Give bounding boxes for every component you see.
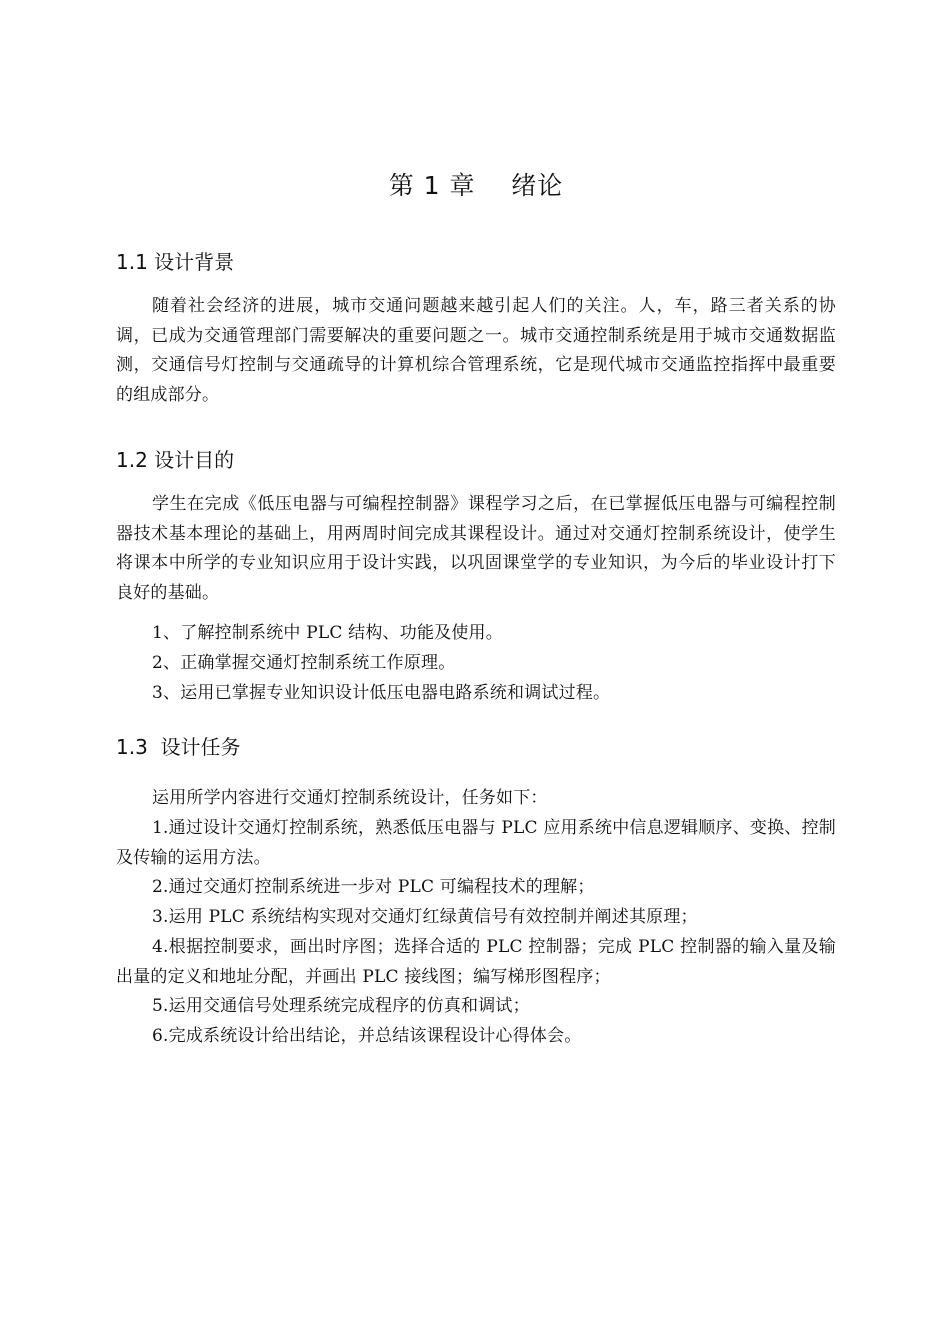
section-heading-1-3: 1.3 设计任务 <box>116 735 241 759</box>
section-heading-1-2: 1.2 设计目的 <box>116 448 235 472</box>
purpose-item-3: 3、运用已掌握专业知识设计低压电器电路系统和调试过程。 <box>152 683 611 703</box>
paragraph-purpose: 学生在完成《低压电器与可编程控制器》课程学习之后，在已掌握低压电器与可编程控制器技术基本理论的基础上，用两周时间完成其课程设计。通过对交通灯控制系统设计，使学生将课本中所学的专业知识应用于设计实践，以巩固课堂学的专业知识，为今后的毕业设计打下良好的基础。 <box>116 494 836 603</box>
paragraph-background: 随着社会经济的进展，城市交通问题越来越引起人们的关注。人，车，路三者关系的协调，已成为交通管理部门需要解决的重要问题之一。城市交通控制系统是用于城市交通数据监测，交通信号灯控制与交通疏导的计算机综合管理系统，它是现代城市交通监控指挥中最重要的组成部分。 <box>116 296 836 405</box>
task-item-1: 1.通过设计交通灯控制系统，熟悉低压电器与 PLC 应用系统中信息逻辑顺序、变换、控制及传输的运用方法。 <box>116 818 836 868</box>
task-item-3: 3.运用 PLC 系统结构实现对交通灯红绿黄信号有效控制并阐述其原理； <box>152 907 698 927</box>
task-item-2: 2.通过交通灯控制系统进一步对 PLC 可编程技术的理解； <box>152 877 595 897</box>
chapter-title: 第 1 章 绪论 <box>388 171 564 200</box>
section-heading-1-1: 1.1 设计背景 <box>116 250 235 274</box>
purpose-item-2: 2、正确掌握交通灯控制系统工作原理。 <box>152 653 456 673</box>
task-item-4: 4.根据控制要求，画出时序图；选择合适的 PLC 控制器；完成 PLC 控制器的输入量及输出量的定义和地址分配，并画出 PLC 接线图；编写梯形图程序； <box>116 937 836 987</box>
paragraph-tasks-intro: 运用所学内容进行交通灯控制系统设计，任务如下： <box>152 788 548 808</box>
task-item-6: 6.完成系统设计给出结论，并总结该课程设计心得体会。 <box>152 1026 582 1046</box>
purpose-item-1: 1、了解控制系统中 PLC 结构、功能及使用。 <box>152 623 503 643</box>
task-item-5: 5.运用交通信号处理系统完成程序的仿真和调试； <box>152 996 530 1016</box>
